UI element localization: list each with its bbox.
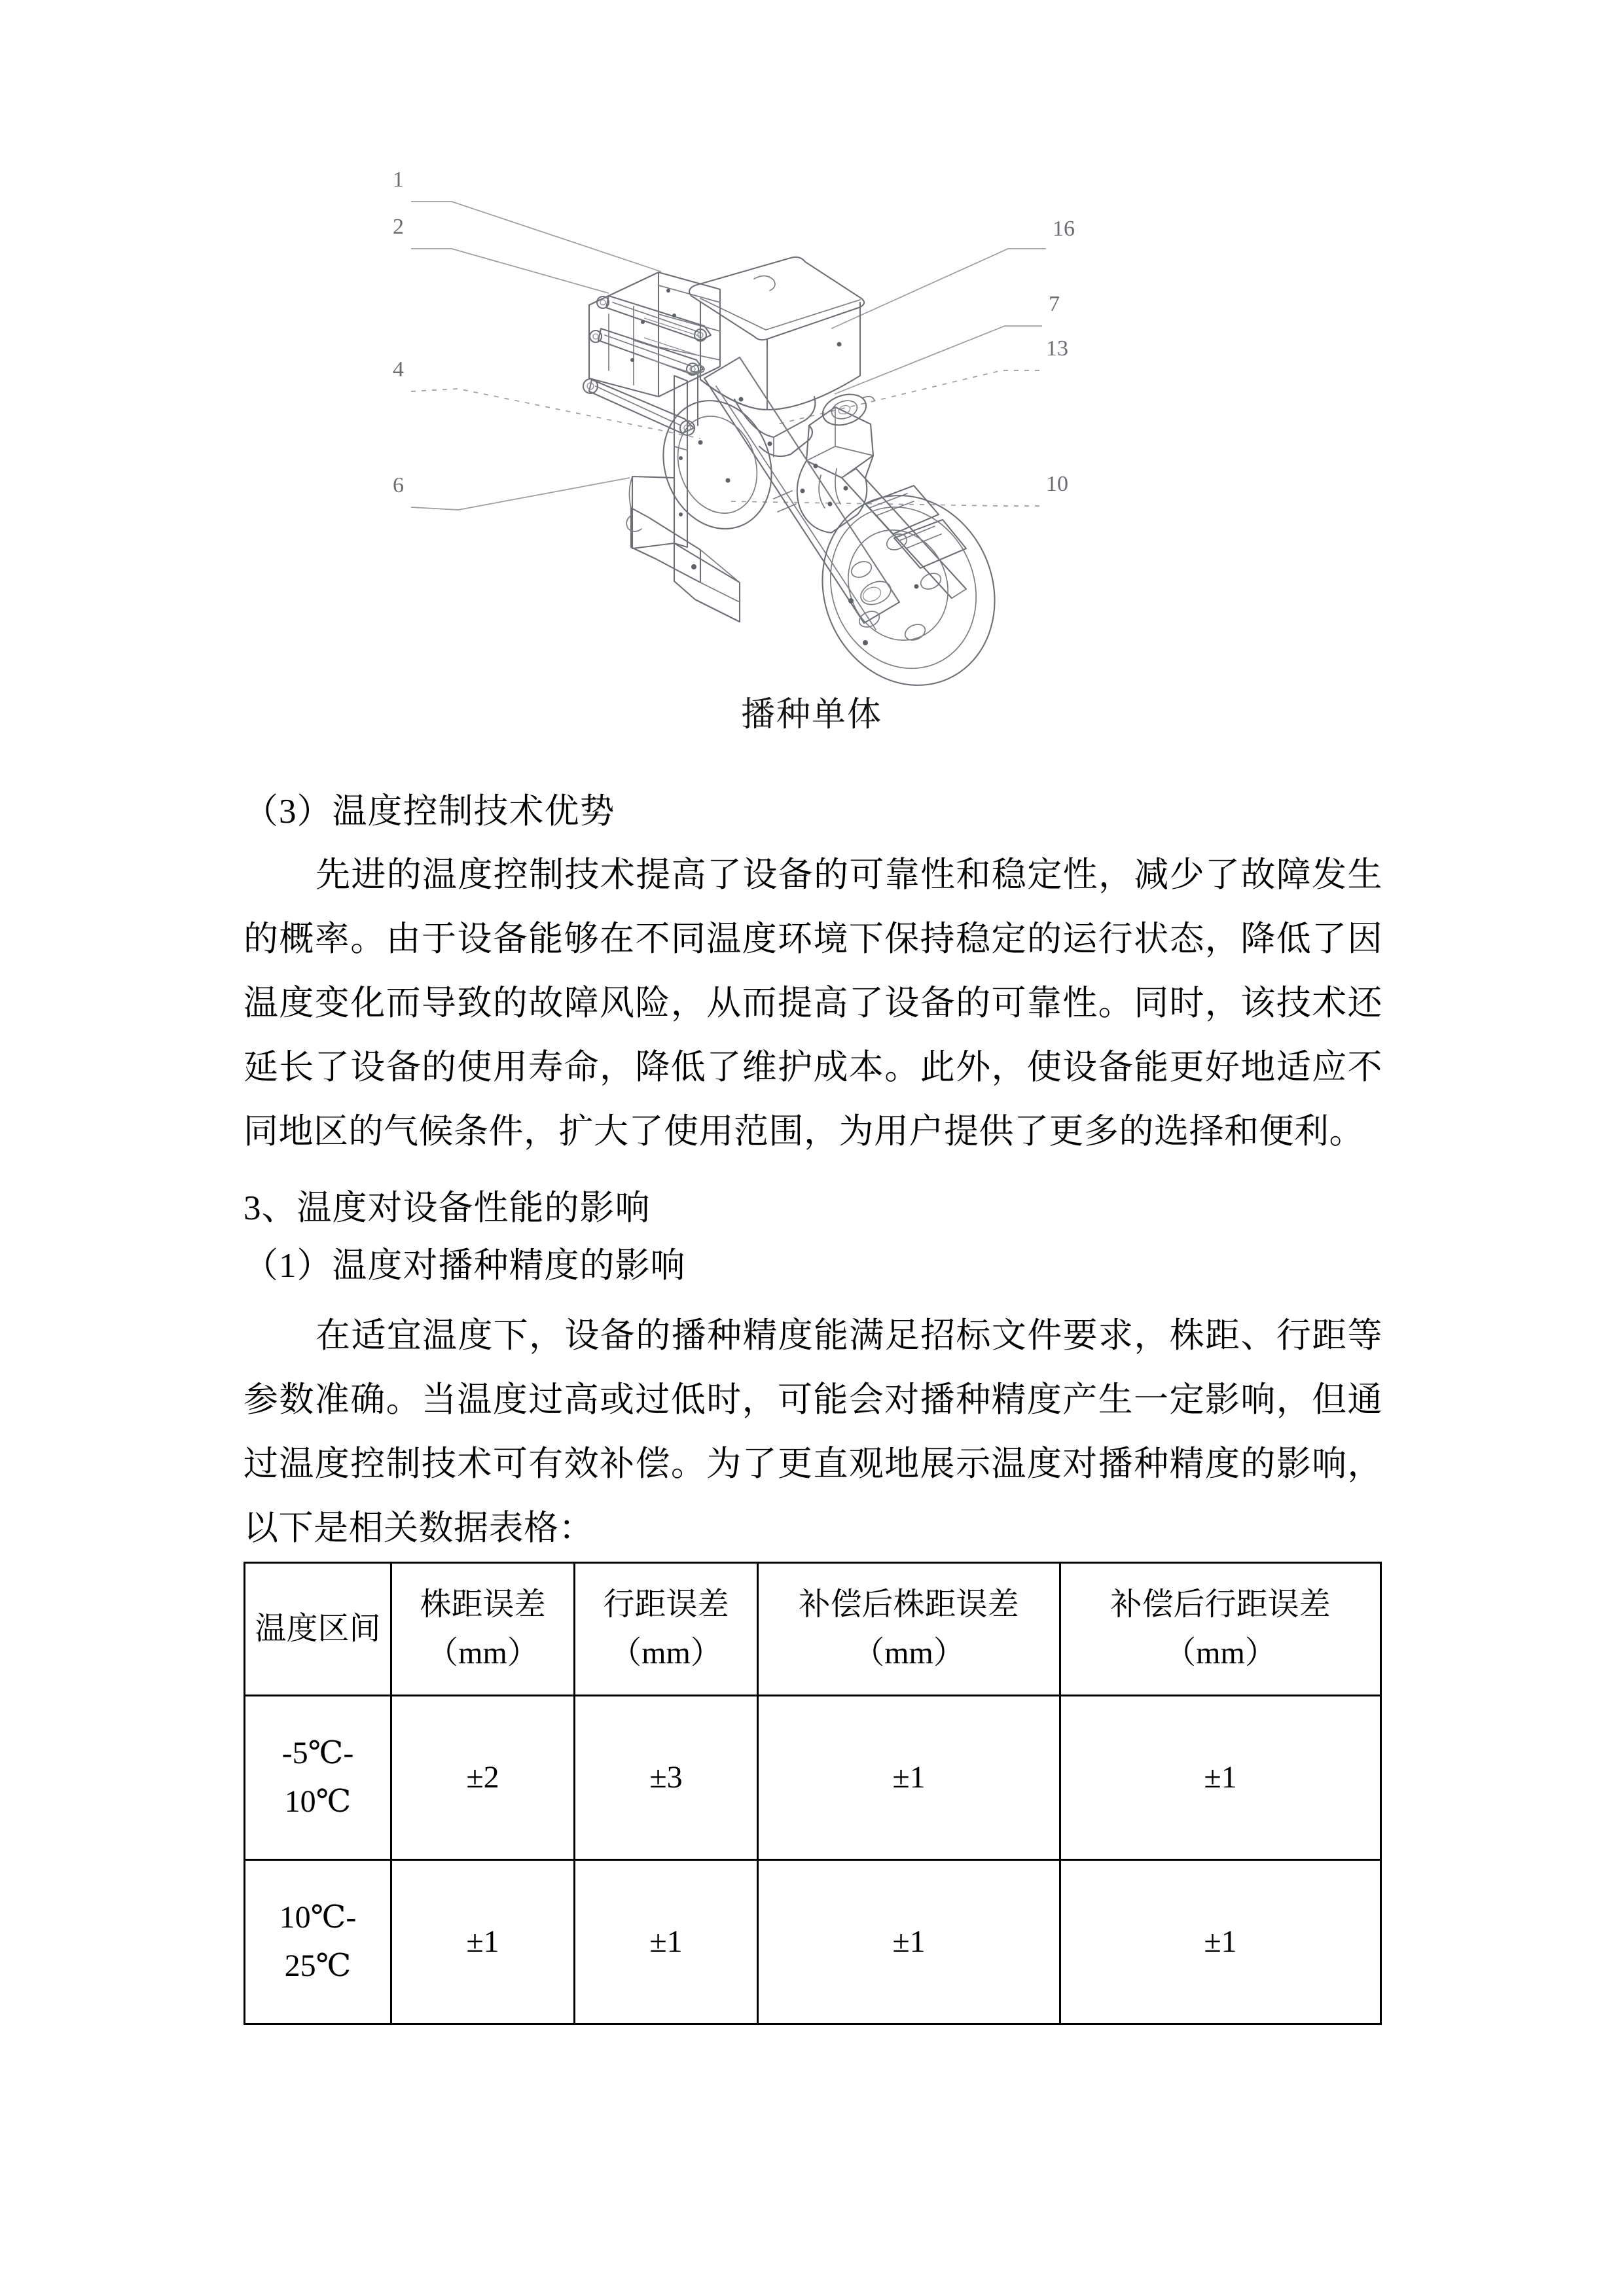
table-header-seed-spacing-error-unit: （mm） bbox=[427, 1636, 539, 1670]
table-row bbox=[245, 1696, 1381, 1860]
callout-label-13: 13 bbox=[1046, 336, 1068, 361]
seeder-unit-technical-drawing bbox=[242, 151, 1381, 726]
trailing-arm-frame bbox=[842, 469, 966, 598]
heading-temperature-impact-on-seeding-precision: （1）温度对播种精度的影响 bbox=[244, 1247, 686, 1285]
temperature-range-line1: 10℃- bbox=[279, 1899, 357, 1935]
callout-label-2: 2 bbox=[393, 215, 404, 239]
callout-label-6: 6 bbox=[393, 473, 404, 497]
gauge-wheel-disc bbox=[793, 468, 1024, 713]
callout-label-4: 4 bbox=[393, 357, 404, 382]
table-cell-temperature-range bbox=[245, 1860, 391, 2024]
callout-label-7: 7 bbox=[1049, 292, 1060, 316]
heading-temperature-control-advantage: （3）温度控制技术优势 bbox=[244, 793, 615, 831]
table-cell-seed-spacing-error: ±1 bbox=[391, 1860, 575, 2024]
callout-label-16: 16 bbox=[1053, 217, 1075, 241]
table-header-seed-spacing-error-label: 株距误差 bbox=[420, 1587, 546, 1622]
temperature-range-line2: 25℃ bbox=[284, 1948, 352, 1983]
table-header-compensated-row-spacing-error-unit: （mm） bbox=[1164, 1636, 1276, 1670]
table-header-temperature-range-label: 温度区间 bbox=[255, 1611, 381, 1646]
callout-label-1: 1 bbox=[393, 168, 404, 192]
callout-numbers bbox=[393, 168, 1075, 497]
table-cell-temperature-range bbox=[245, 1696, 391, 1860]
press-wheel-and-shoe bbox=[626, 365, 789, 622]
table-header-row bbox=[245, 1563, 1381, 1696]
table-header-compensated-seed-spacing-error bbox=[758, 1563, 1060, 1696]
table-header-compensated-seed-spacing-error-unit: （mm） bbox=[853, 1636, 965, 1670]
table-header-compensated-seed-spacing-error-label: 补偿后株距误差 bbox=[799, 1587, 1019, 1622]
callout-label-10: 10 bbox=[1046, 472, 1068, 496]
table-cell-compensated-seed-spacing-error: ±1 bbox=[758, 1860, 1060, 2024]
table-header-seed-spacing-error bbox=[391, 1563, 575, 1696]
table-cell-seed-spacing-error: ±2 bbox=[391, 1696, 575, 1860]
table-cell-compensated-row-spacing-error: ±1 bbox=[1060, 1860, 1381, 2024]
figure-seeder-unit bbox=[242, 151, 1381, 726]
table-header-compensated-row-spacing-error bbox=[1060, 1563, 1381, 1696]
table-header-row-spacing-error bbox=[575, 1563, 758, 1696]
temperature-range-line2: 10℃ bbox=[284, 1784, 352, 1819]
paragraph-seeding-precision: 在适宜温度下，设备的播种精度能满足招标文件要求，株距、行距等参数准确。当温度过高或过低时，可能会对播种精度产生一定影响，但通过温度控制技术可有效补偿。为了更直观地展示温度对播种精度的影响，以下是相关数据表格： bbox=[244, 1317, 1382, 1547]
table-cell-compensated-row-spacing-error: ±1 bbox=[1060, 1696, 1381, 1860]
seed-hopper bbox=[689, 257, 864, 457]
table-header-row-spacing-error-label: 行距误差 bbox=[603, 1587, 729, 1622]
table-row bbox=[245, 1860, 1381, 2024]
table-header-row-spacing-error-unit: （mm） bbox=[610, 1636, 722, 1670]
paragraph-temperature-control-advantage: 先进的温度控制技术提高了设备的可靠性和稳定性，减少了故障发生的概率。由于设备能够在不同温度环境下保持稳定的运行状态，降低了因温度变化而导致的故障风险，从而提高了设备的可靠性。同时，该技术还延长了设备的使用寿命，降低了维护成本。此外，使设备能更好地适应不同地区的气候条件，扩大了使用范围，为用户提供了更多的选择和便利。 bbox=[244, 856, 1382, 1151]
table-cell-compensated-seed-spacing-error: ±1 bbox=[758, 1696, 1060, 1860]
metering-drive-housing bbox=[774, 389, 875, 533]
table-cell-row-spacing-error: ±1 bbox=[575, 1860, 758, 2024]
heading-temperature-impact-on-performance: 3、温度对设备性能的影响 bbox=[244, 1189, 651, 1227]
figure-caption: 播种单体 bbox=[740, 696, 882, 734]
seeding-precision-table bbox=[244, 1562, 1382, 2025]
main-shank-beam bbox=[704, 357, 899, 630]
temperature-range-line1: -5℃- bbox=[281, 1735, 354, 1770]
seeding-precision-table-wrapper bbox=[244, 1562, 1380, 2025]
table-header-compensated-row-spacing-error-label: 补偿后行距误差 bbox=[1110, 1587, 1331, 1622]
table-header-temperature-range bbox=[245, 1563, 391, 1696]
callout-leader-lines bbox=[411, 202, 1046, 510]
table-cell-row-spacing-error: ±3 bbox=[575, 1696, 758, 1860]
parallel-linkage-frame bbox=[583, 272, 720, 435]
